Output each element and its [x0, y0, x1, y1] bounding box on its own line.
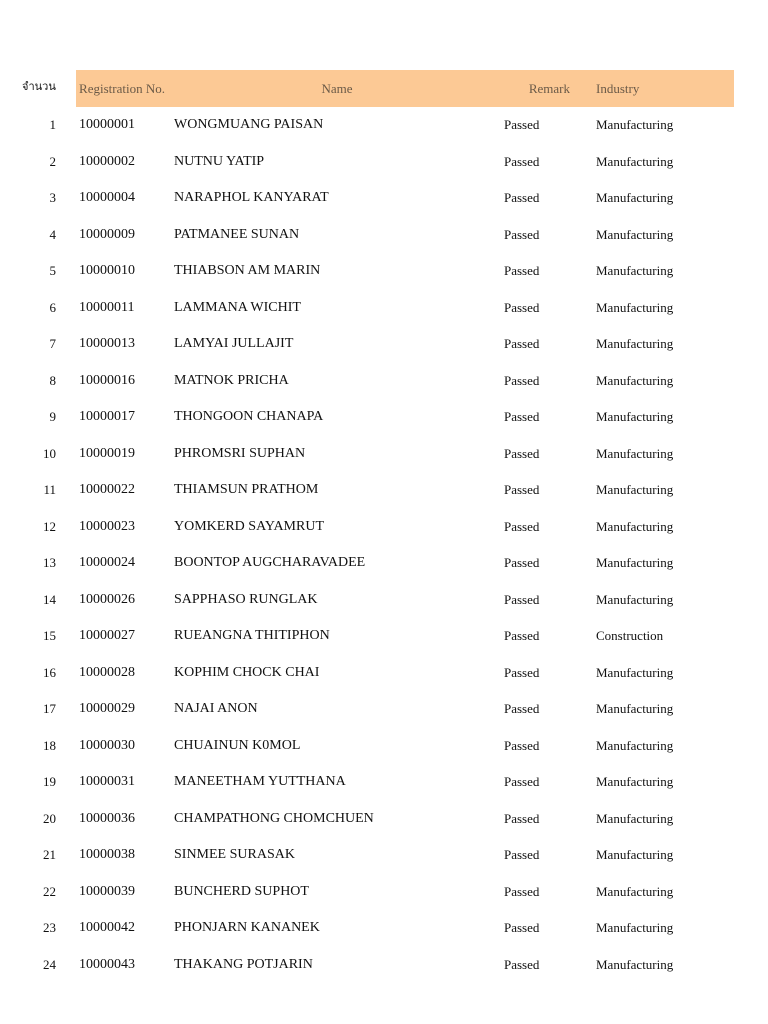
row-number: 10 [43, 445, 56, 461]
row-number: 6 [49, 299, 56, 315]
registration-number: 10000042 [79, 920, 135, 936]
person-name: NARAPHOL KANYARAT [174, 190, 329, 206]
table-row [0, 399, 768, 436]
remark-value: Passed [504, 226, 540, 242]
person-name: BOONTOP AUGCHARAVADEE [174, 555, 366, 571]
table-row [0, 217, 768, 254]
registration-number: 10000001 [79, 117, 135, 133]
person-name: MANEETHAM YUTTHANA [174, 774, 346, 790]
table-row [0, 253, 768, 290]
table-row [0, 180, 768, 217]
registration-number: 10000009 [79, 226, 135, 242]
row-number: 20 [43, 810, 56, 826]
industry-value: Manufacturing [596, 591, 674, 607]
table-row [0, 837, 768, 874]
remark-value: Passed [504, 920, 540, 936]
person-name: LAMYAI JULLAJIT [174, 336, 294, 352]
remark-value: Passed [504, 774, 540, 790]
industry-value: Manufacturing [596, 226, 674, 242]
person-name: NAJAI ANON [174, 701, 258, 717]
row-number: 5 [49, 263, 56, 279]
registration-number: 10000038 [79, 847, 135, 863]
row-number: 18 [43, 737, 56, 753]
industry-value: Manufacturing [596, 482, 674, 498]
person-name: SINMEE SURASAK [174, 847, 295, 863]
remark-value: Passed [504, 518, 540, 534]
row-number: 13 [43, 555, 56, 571]
remark-value: Passed [504, 883, 540, 899]
table-row [0, 728, 768, 765]
industry-value: Manufacturing [596, 445, 674, 461]
table-row [0, 910, 768, 947]
table-row [0, 363, 768, 400]
person-name: LAMMANA WICHIT [174, 299, 301, 315]
remark-value: Passed [504, 628, 540, 644]
row-number: 23 [43, 920, 56, 936]
table-row [0, 144, 768, 181]
table-row [0, 874, 768, 911]
registration-number: 10000023 [79, 518, 135, 534]
person-name: THIAMSUN PRATHOM [174, 482, 319, 498]
table-header [0, 70, 768, 107]
industry-value: Manufacturing [596, 336, 674, 352]
remark-value: Passed [504, 956, 540, 972]
registration-number: 10000031 [79, 774, 135, 790]
remark-value: Passed [504, 117, 540, 133]
row-number: 21 [43, 847, 56, 863]
industry-value: Manufacturing [596, 920, 674, 936]
person-name: THONGOON CHANAPA [174, 409, 324, 425]
table-row [0, 472, 768, 509]
person-name: KOPHIM CHOCK CHAI [174, 664, 320, 680]
industry-value: Manufacturing [596, 847, 674, 863]
registration-number: 10000039 [79, 883, 135, 899]
registration-number: 10000013 [79, 336, 135, 352]
table-row [0, 545, 768, 582]
person-name: SAPPHASO RUNGLAK [174, 591, 318, 607]
industry-value: Manufacturing [596, 117, 674, 133]
table-row [0, 947, 768, 984]
row-number: 9 [49, 409, 56, 425]
industry-value: Manufacturing [596, 299, 674, 315]
remark-value: Passed [504, 409, 540, 425]
registration-number: 10000024 [79, 555, 135, 571]
remark-value: Passed [504, 664, 540, 680]
row-number: 8 [49, 372, 56, 388]
row-number: 12 [43, 518, 56, 534]
row-number: 3 [49, 190, 56, 206]
industry-value: Manufacturing [596, 774, 674, 790]
registration-number: 10000004 [79, 190, 135, 206]
row-number: 2 [49, 153, 56, 169]
row-number: 19 [43, 774, 56, 790]
table-row [0, 582, 768, 619]
registration-number: 10000036 [79, 810, 135, 826]
industry-value: Manufacturing [596, 153, 674, 169]
remark-value: Passed [504, 810, 540, 826]
remark-value: Passed [504, 336, 540, 352]
remark-value: Passed [504, 263, 540, 279]
remark-value: Passed [504, 737, 540, 753]
registration-number: 10000029 [79, 701, 135, 717]
remark-value: Passed [504, 153, 540, 169]
row-number: 4 [49, 226, 56, 242]
header-industry: Industry [596, 81, 640, 96]
header-count: จำนวน [22, 80, 56, 93]
person-name: PATMANEE SUNAN [174, 226, 300, 242]
table-row [0, 326, 768, 363]
industry-value: Manufacturing [596, 737, 674, 753]
row-number: 15 [43, 628, 56, 644]
industry-value: Manufacturing [596, 664, 674, 680]
table-row [0, 691, 768, 728]
registration-number: 10000002 [79, 153, 135, 169]
remark-value: Passed [504, 299, 540, 315]
row-number: 11 [43, 482, 56, 498]
header-name: Name [321, 81, 353, 96]
registration-number: 10000028 [79, 664, 135, 680]
person-name: THIABSON AM MARIN [174, 263, 321, 279]
person-name: BUNCHERD SUPHOT [174, 883, 309, 899]
industry-value: Manufacturing [596, 409, 674, 425]
person-name: NUTNU YATIP [174, 153, 265, 169]
registration-number: 10000019 [79, 445, 135, 461]
industry-value: Manufacturing [596, 190, 674, 206]
registration-number: 10000027 [79, 628, 135, 644]
remark-value: Passed [504, 445, 540, 461]
table-row [0, 764, 768, 801]
registration-number: 10000022 [79, 482, 135, 498]
remark-value: Passed [504, 701, 540, 717]
industry-value: Manufacturing [596, 883, 674, 899]
remark-value: Passed [504, 190, 540, 206]
table-row [0, 618, 768, 655]
row-number: 7 [49, 336, 56, 352]
person-name: CHAMPATHONG CHOMCHUEN [174, 810, 374, 826]
remark-value: Passed [504, 591, 540, 607]
row-number: 24 [43, 956, 56, 972]
remark-value: Passed [504, 555, 540, 571]
person-name: YOMKERD SAYAMRUT [174, 518, 325, 534]
table-row [0, 655, 768, 692]
registration-number: 10000011 [79, 299, 135, 315]
person-name: CHUAINUN K0MOL [174, 737, 301, 753]
header-remark: Remark [528, 81, 570, 96]
industry-value: Manufacturing [596, 518, 674, 534]
table-row [0, 509, 768, 546]
industry-value: Manufacturing [596, 555, 674, 571]
person-name: PHROMSRI SUPHAN [174, 445, 306, 461]
industry-value: Manufacturing [596, 263, 674, 279]
person-name: WONGMUANG PAISAN [174, 117, 324, 133]
table-row [0, 107, 768, 144]
industry-value: Construction [596, 628, 664, 644]
header-registration: Registration No. [79, 81, 165, 96]
registration-number: 10000017 [79, 409, 135, 425]
registration-number: 10000016 [79, 372, 135, 388]
registration-number: 10000010 [79, 263, 135, 279]
registration-number: 10000043 [79, 956, 135, 972]
row-number: 16 [43, 664, 56, 680]
person-name: RUEANGNA THITIPHON [174, 628, 330, 644]
person-name: MATNOK PRICHA [174, 372, 289, 388]
table-row [0, 801, 768, 838]
industry-value: Manufacturing [596, 372, 674, 388]
remark-value: Passed [504, 847, 540, 863]
industry-value: Manufacturing [596, 956, 674, 972]
remark-value: Passed [504, 482, 540, 498]
industry-value: Manufacturing [596, 701, 674, 717]
registration-number: 10000030 [79, 737, 135, 753]
person-name: THAKANG POTJARIN [174, 956, 313, 972]
table-row [0, 436, 768, 473]
remark-value: Passed [504, 372, 540, 388]
row-number: 22 [43, 883, 56, 899]
table-body [0, 107, 768, 983]
table-row [0, 290, 768, 327]
row-number: 14 [43, 591, 56, 607]
industry-value: Manufacturing [596, 810, 674, 826]
row-number: 1 [49, 117, 56, 133]
row-number: 17 [43, 701, 56, 717]
person-name: PHONJARN KANANEK [174, 920, 320, 936]
registration-number: 10000026 [79, 591, 135, 607]
